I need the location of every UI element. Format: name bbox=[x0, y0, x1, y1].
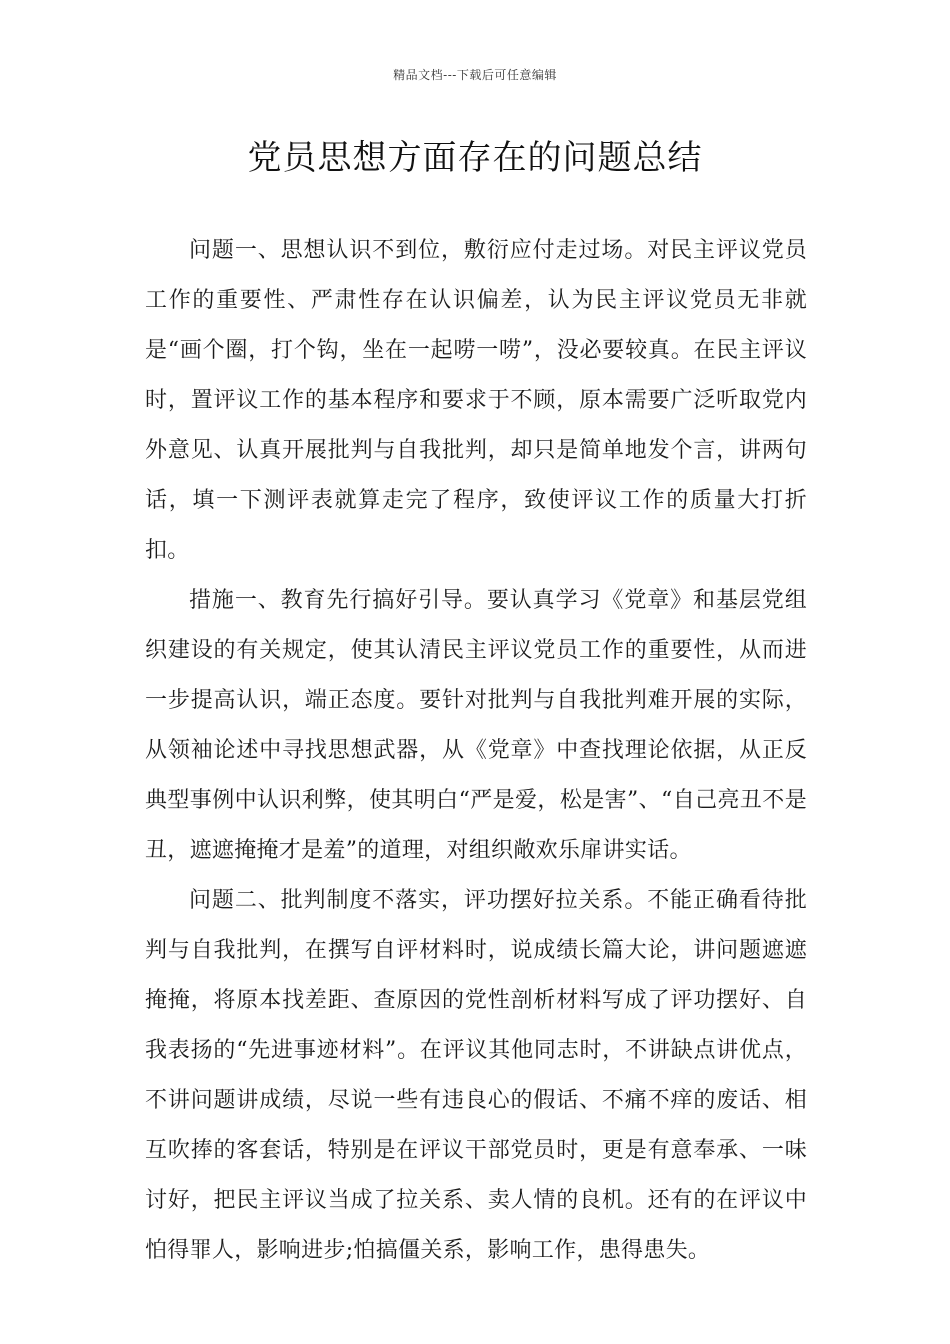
paragraph-measure-one: 措施一、教育先行搞好引导。要认真学习《党章》和基层党组织建设的有关规定，使其认清民主评议党员工作的重要性，从而进一步提高认识，端正态度。要针对批判与自我批判难开展的实际，从领袖论述中寻找思想武器，从《党章》中查找理论依据，从正反典型事例中认识利弊，使其明白“严是爱，松是害”、“自己亮丑不是丑，遮遮掩掩才是羞”的道理，对组织敞欢乐扉讲实话。 bbox=[145, 588, 807, 863]
document-title: 党员思想方面存在的问题总结 bbox=[247, 138, 703, 178]
paragraph-problem-two: 问题二、批判制度不落实，评功摆好拉关系。不能正确看待批判与自我批判，在撰写自评材料时，说成绩长篇大论，讲问题遮遮掩掩，将原本找差距、查原因的党性剖析材料写成了评功摆好、自我表扬的“先进事迹材料”。在评议其他同志时，不讲缺点讲优点，不讲问题讲成绩，尽说一些有违良心的假话、不痛不痒的废话、相互吹捧的客套话，特别是在评议干部党员时，更是有意奉承、一味讨好，把民主评议当成了拉关系、卖人情的良机。还有的在评议中怕得罪人，影响进步;怕搞僵关系，影响工作，患得患失。 bbox=[145, 888, 807, 1263]
page-header-watermark: 精品文档---下载后可任意编辑 bbox=[393, 68, 557, 82]
paragraph-problem-one: 问题一、思想认识不到位，敷衍应付走过场。对民主评议党员工作的重要性、严肃性存在认识偏差，认为民主评议党员无非就是“画个圈，打个钩，坐在一起唠一唠”，没必要较真。在民主评议时，置评议工作的基本程序和要求于不顾，原本需要广泛听取党内外意见、认真开展批判与自我批判，却只是简单地发个言，讲两句话，填一下测评表就算走完了程序，致使评议工作的质量大打折扣。 bbox=[145, 238, 807, 563]
document-body bbox=[145, 226, 807, 1276]
